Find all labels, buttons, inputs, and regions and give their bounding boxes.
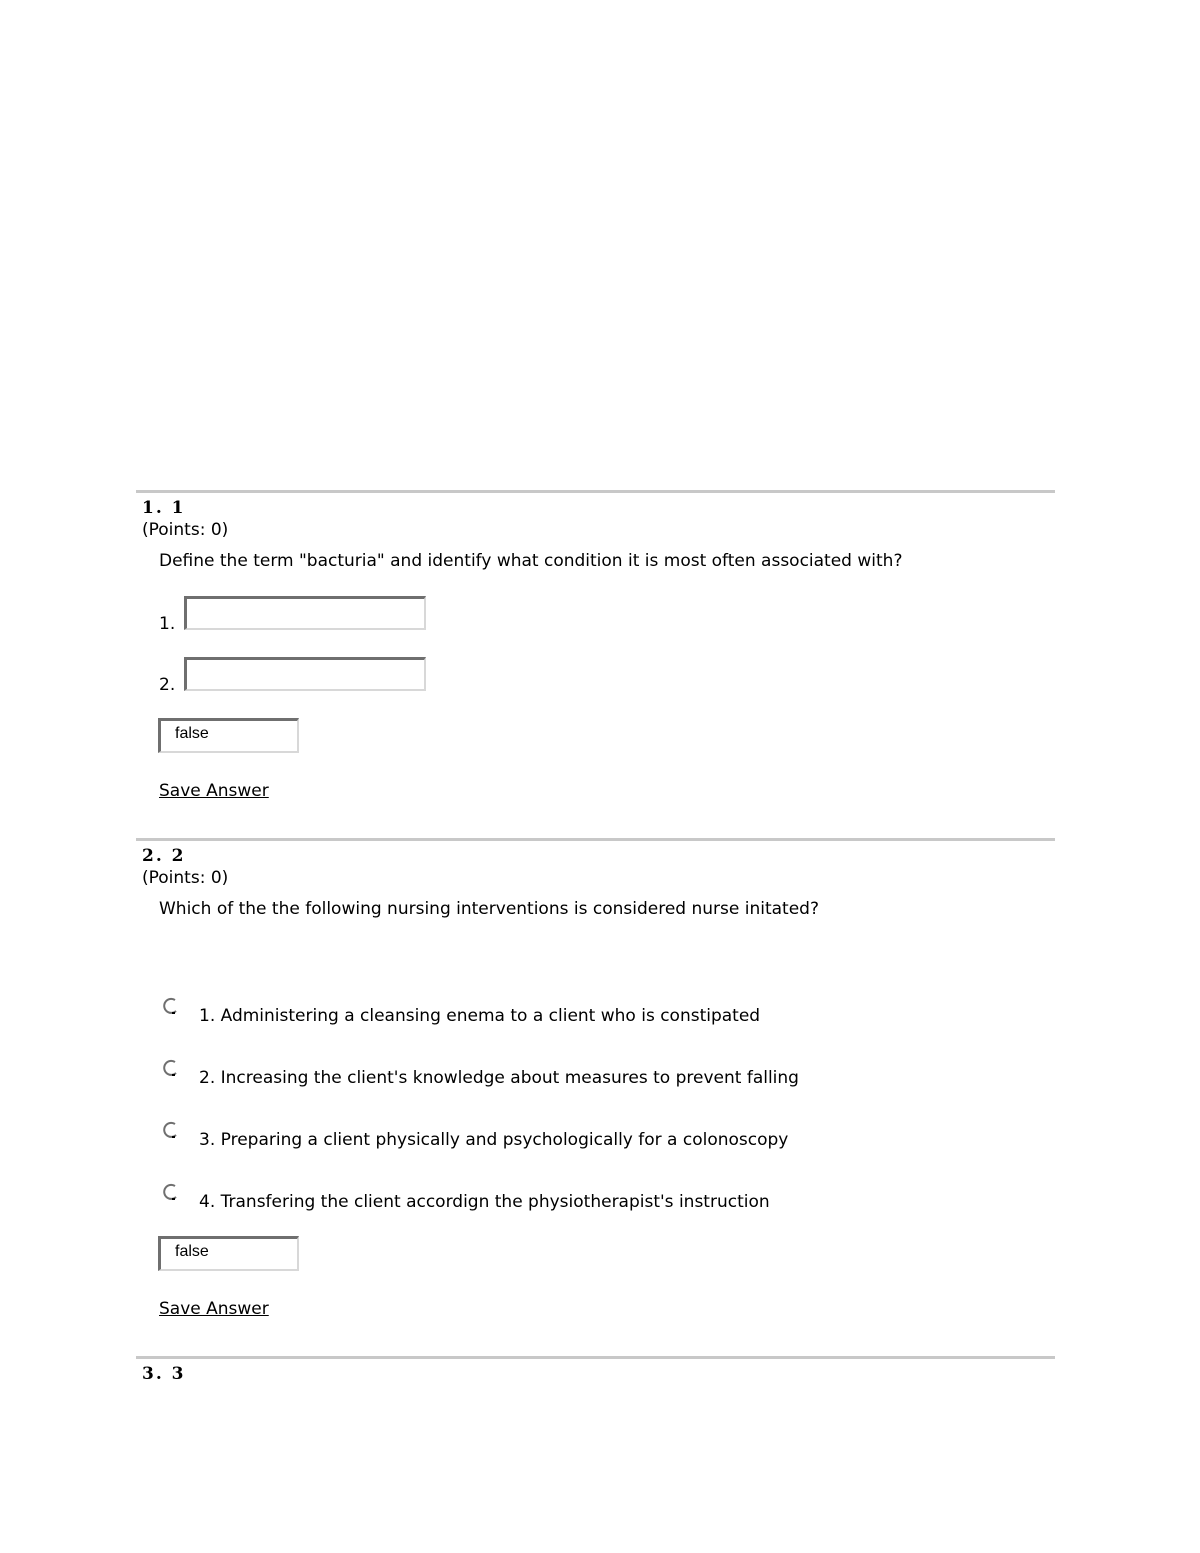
option-label: 2. Increasing the client's knowledge about measures to prevent falling — [199, 1068, 799, 1088]
blank-label: 2. — [159, 675, 176, 695]
question-points: (Points: 0) — [142, 520, 229, 540]
question-1 — [136, 490, 1055, 830]
option-label: 4. Transfering the client accordign the physiotherapist's instruction — [199, 1192, 770, 1212]
option-label: 3. Preparing a client physically and psychologically for a colonoscopy — [199, 1130, 789, 1150]
answer-input-2[interactable] — [184, 657, 426, 691]
question-number: 3. 3 — [142, 1364, 186, 1384]
radio-button-icon[interactable] — [161, 1120, 179, 1142]
question-number: 2. 2 — [142, 846, 186, 866]
radio-button-icon[interactable] — [161, 1182, 179, 1204]
question-divider — [136, 490, 1055, 493]
radio-button-icon[interactable] — [161, 996, 179, 1018]
answer-input-1[interactable] — [184, 596, 426, 630]
question-divider — [136, 1356, 1055, 1359]
question-text: Define the term "bacturia" and identify what condition it is most often associated with? — [159, 551, 903, 571]
option-label: 1. Administering a cleansing enema to a client who is constipated — [199, 1006, 761, 1026]
question-number: 1. 1 — [142, 498, 186, 518]
question-divider — [136, 838, 1055, 841]
question-points: (Points: 0) — [142, 868, 229, 888]
question-3 — [136, 1356, 1055, 1396]
question-text: Which of the the following nursing interventions is considered nurse initated? — [159, 899, 819, 919]
answer-status-box: false — [158, 1236, 299, 1271]
answer-status-box: false — [158, 718, 299, 753]
save-answer-link[interactable]: Save Answer — [159, 781, 269, 801]
blank-label: 1. — [159, 614, 176, 634]
save-answer-link[interactable]: Save Answer — [159, 1299, 269, 1319]
question-2 — [136, 838, 1055, 1348]
radio-button-icon[interactable] — [161, 1058, 179, 1080]
